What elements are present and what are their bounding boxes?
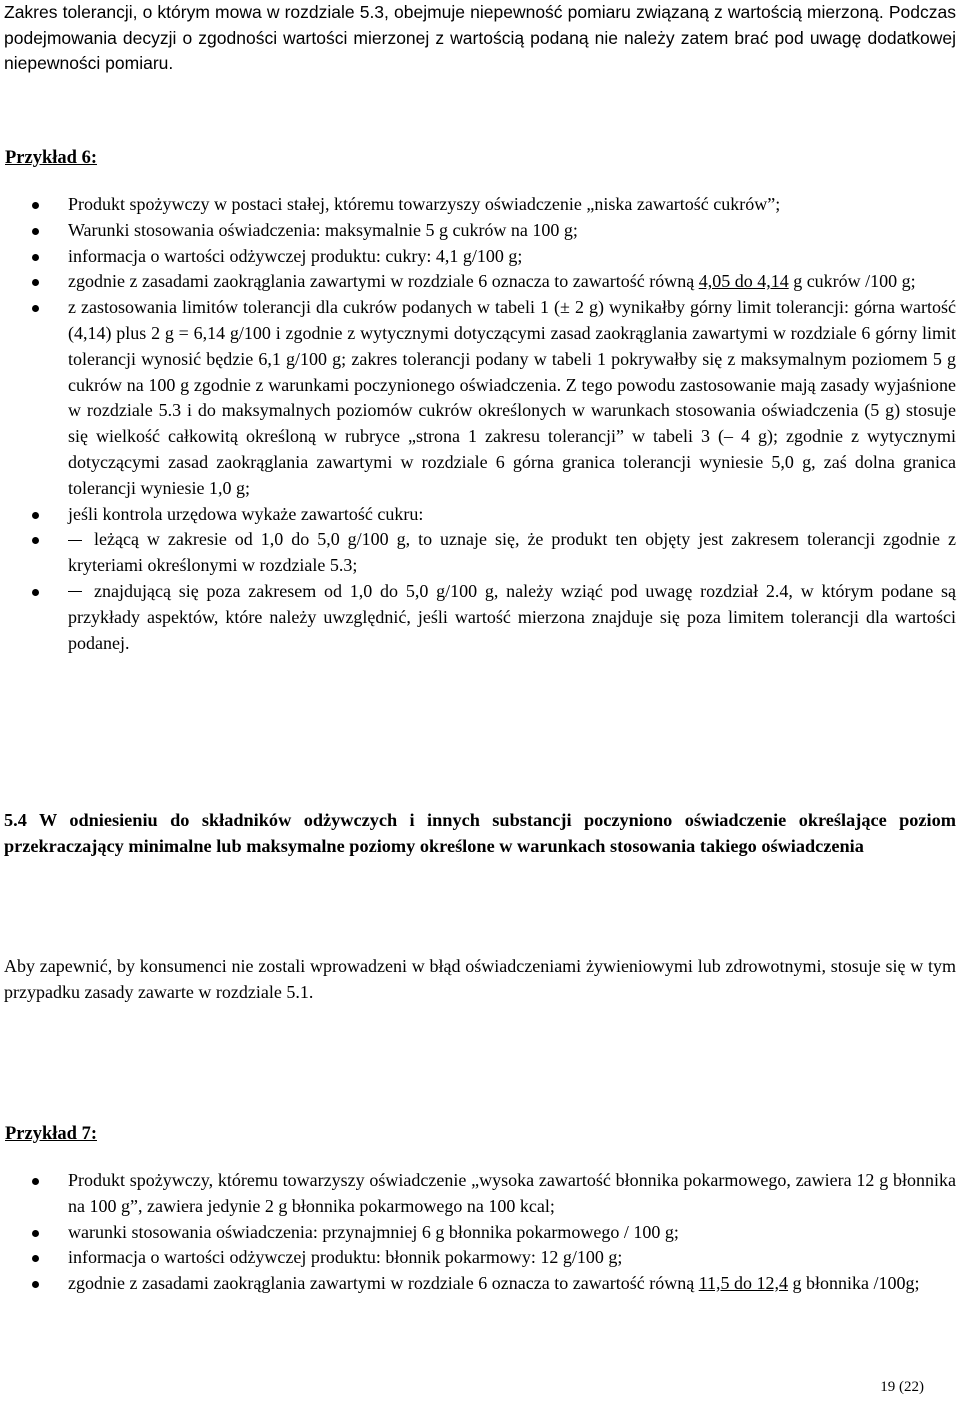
bullet-icon xyxy=(32,305,39,312)
underlined-range: 4,05 do 4,14 xyxy=(698,271,789,292)
bullet-icon xyxy=(32,1255,39,1262)
example-7-heading: Przykład 7: xyxy=(5,1124,97,1144)
bullet-icon xyxy=(32,589,39,596)
bullet-icon xyxy=(32,537,39,544)
example-6-list xyxy=(0,192,960,656)
page-number: 19 (22) xyxy=(880,1379,924,1395)
bullet-icon xyxy=(32,254,39,261)
list-item: z zastosowania limitów tolerancji dla cukrów podanych w tabeli 1 (± 2 g) wynikałby górny limit tolerancji: górna wartość (4,14) plus 2 g = 6,14 g/100 i zgodnie z wytycznymi dotyczącymi zasad zaokrąglania zawartymi w rozdziale 6 górny limit tolerancji wynosić będzie 6,1 g/100 g; zakres tolerancji podany w tabeli 1 pokrywałby się z maksymalnym poziomem 5 g cukrów na 100 g zgodnie z warunkami poczynionego oświadczenia. Z tego powodu zastosowanie mają zasady wyjaśnione w rozdziale 5.3 i do maksymalnych poziomów cukrów określonych w warunkach stosowania oświadczenia (5 g) stosuje się wielkość całkowitą określoną w rubryce „strona 1 zakresu tolerancji” w tabeli 3 (– 4 g); zgodnie z wytycznymi dotyczącymi zasad zaokrąglania zawartymi w rozdziale 6 górna granica tolerancji wyniesie 5,0 g, zaś dolna granica tolerancji wyniesie 1,0 g; xyxy=(0,295,960,501)
list-item: informacja o wartości odżywczej produktu: błonnik pokarmowy: 12 g/100 g; xyxy=(0,1245,960,1271)
bullet-icon xyxy=(32,1178,39,1185)
underlined-range: 11,5 do 12,4 xyxy=(698,1273,789,1294)
example-6-heading: Przykład 6: xyxy=(5,148,97,168)
bullet-icon xyxy=(32,1281,39,1288)
bullet-icon xyxy=(32,1230,39,1237)
list-item: informacja o wartości odżywczej produktu: cukry: 4,1 g/100 g; xyxy=(0,244,960,270)
section-5-4-paragraph: Aby zapewnić, by konsumenci nie zostali wprowadzeni w błąd oświadczeniami żywieniowymi lub zdrowotnymi, stosuje się w tym przypadku zasady zawarte w rozdziale 5.1. xyxy=(4,956,956,1002)
list-item: zgodnie z zasadami zaokrąglania zawartymi w rozdziale 6 oznacza to zawartość równą 4,05 do 4,14 g cukrów /100 g; xyxy=(0,269,960,295)
list-item: zgodnie z zasadami zaokrąglania zawartymi w rozdziale 6 oznacza to zawartość równą 11,5 do 12,4 g błonnika /100g; xyxy=(0,1271,960,1297)
dash-icon xyxy=(68,540,82,541)
list-item: warunki stosowania oświadczenia: przynajmniej 6 g błonnika pokarmowego / 100 g; xyxy=(0,1220,960,1246)
dash-icon xyxy=(68,591,82,592)
list-item: Produkt spożywczy w postaci stałej, któremu towarzyszy oświadczenie „niska zawartość cukrów”; xyxy=(0,192,960,218)
bullet-icon xyxy=(32,202,39,209)
bullet-icon xyxy=(32,228,39,235)
list-item: jeśli kontrola urzędowa wykaże zawartość cukru: xyxy=(0,502,960,528)
intro-paragraph: Zakres tolerancji, o którym mowa w rozdziale 5.3, obejmuje niepewność pomiaru związaną z wartością mierzoną. Podczas podejmowania decyzji o zgodności wartości mierzonej z wartością podaną nie należy zatem brać pod uwagę dodatkowej niepewności pomiaru. xyxy=(4,2,956,73)
list-item: Produkt spożywczy, któremu towarzyszy oświadczenie „wysoka zawartość błonnika pokarmowego, zawiera 12 g błonnika na 100 g”, zawiera jedynie 2 g błonnika pokarmowego na 100 kcal; xyxy=(0,1168,960,1220)
section-5-4-title: 5.4 W odniesieniu do składników odżywczych i innych substancji poczyniono oświadczenie określające poziom przekraczający minimalne lub maksymalne poziomy określone w warunkach stosowania takiego oświadczenia xyxy=(4,810,956,856)
bullet-icon xyxy=(32,512,39,519)
list-item: znajdującą się poza zakresem od 1,0 do 5,0 g/100 g, należy wziąć pod uwagę rozdział 2.4, w którym podane są przykłady aspektów, które należy uwzględnić, jeśli wartość mierzona znajduje się poza limitem tolerancji dla wartości podanej. xyxy=(0,579,960,656)
bullet-icon xyxy=(32,279,39,286)
list-item: Warunki stosowania oświadczenia: maksymalnie 5 g cukrów na 100 g; xyxy=(0,218,960,244)
list-item: leżącą w zakresie od 1,0 do 5,0 g/100 g, to uznaje się, że produkt ten objęty jest zakresem tolerancji zgodnie z kryteriami określonymi w rozdziale 5.3; xyxy=(0,527,960,579)
example-7-list xyxy=(0,1168,960,1297)
